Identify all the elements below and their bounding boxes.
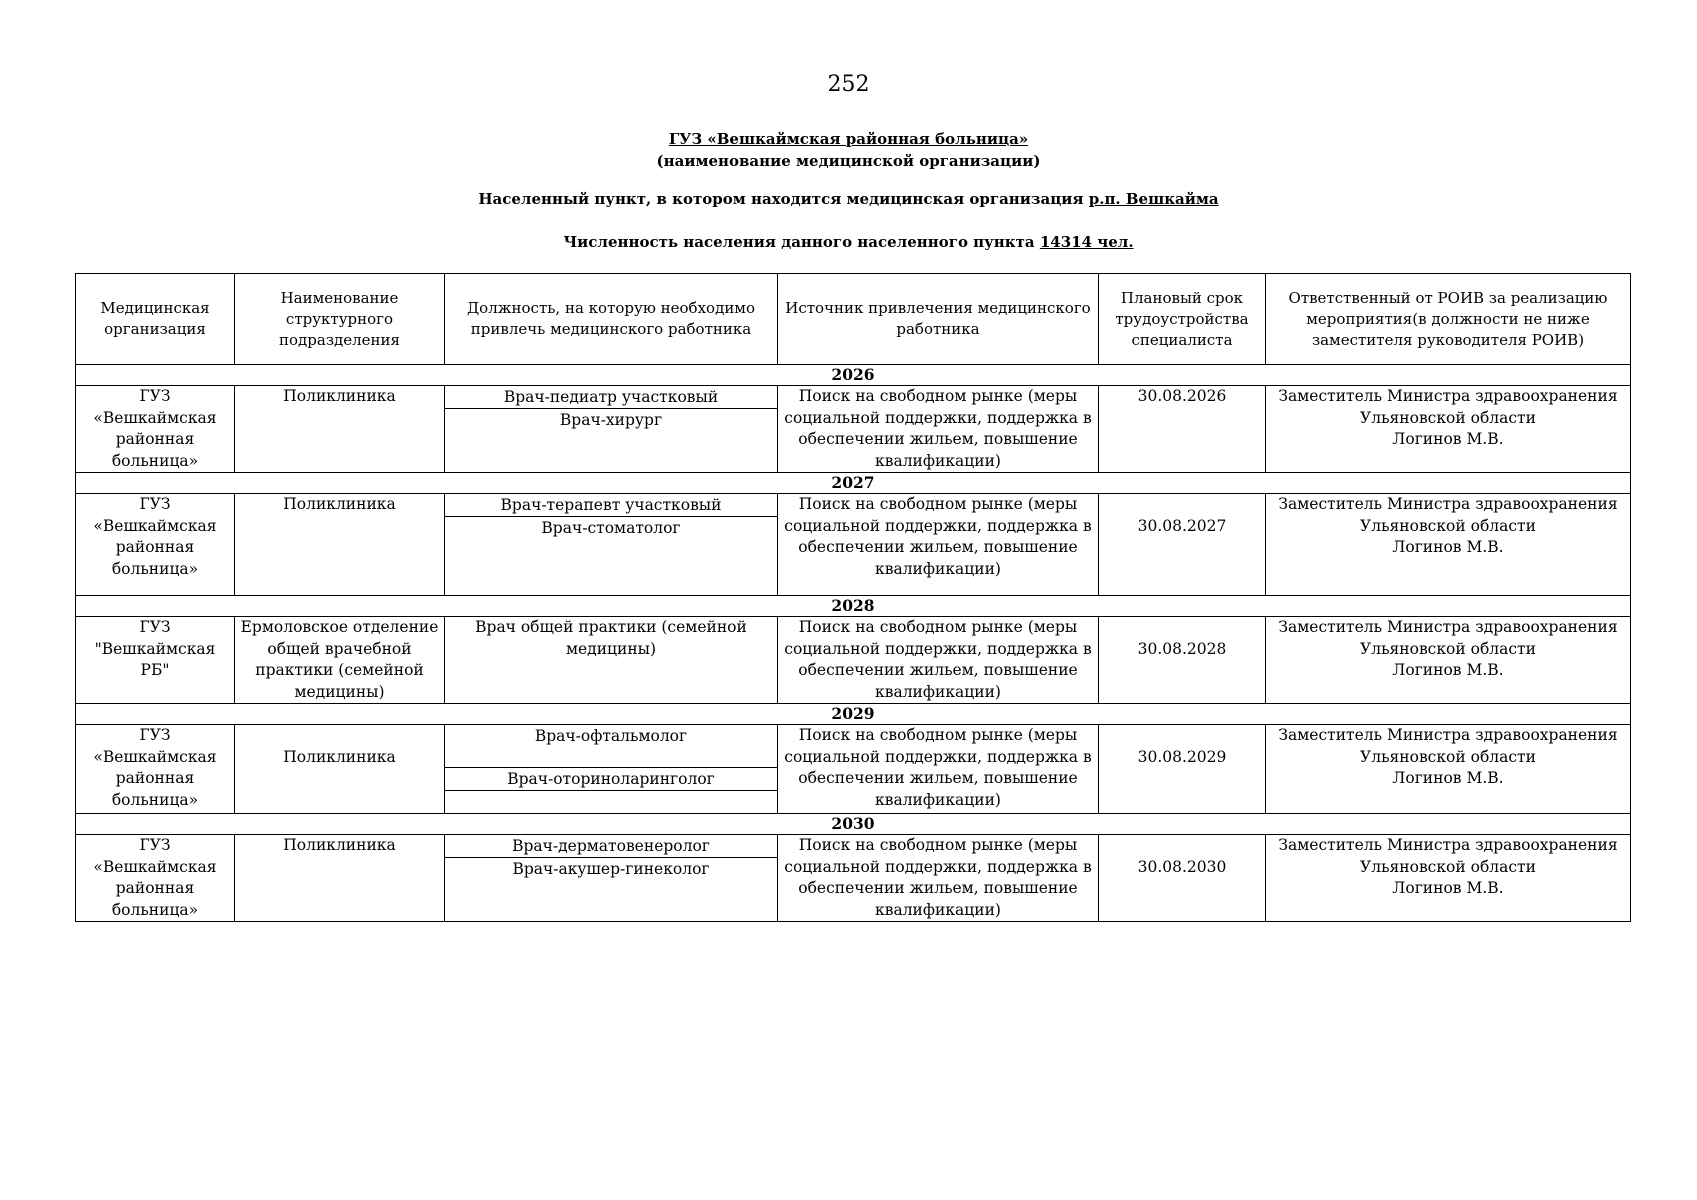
year-label: 2028 xyxy=(76,596,1631,617)
responsible-title: Заместитель Министра здравоохранения xyxy=(1278,495,1618,513)
responsible-title: Заместитель Министра здравоохранения xyxy=(1278,836,1618,854)
position-cell xyxy=(445,494,778,596)
locality-label: Населенный пункт, в котором находится медицинская организация xyxy=(478,190,1084,208)
year-label: 2026 xyxy=(76,365,1631,386)
division-cell xyxy=(235,725,445,814)
year-row-2028 xyxy=(76,596,1631,617)
responsible-title: Заместитель Министра здравоохранения xyxy=(1278,618,1618,636)
population-line xyxy=(0,233,1697,251)
responsible-cell xyxy=(1266,725,1631,814)
column-header-division: Наименование структурного подразделения xyxy=(235,274,445,365)
responsible-person: Логинов М.В. xyxy=(1392,661,1504,679)
deadline-cell: 30.08.2026 xyxy=(1099,386,1266,473)
organization-name: ГУЗ «Вешкаймская районная больница» xyxy=(668,130,1029,148)
population-value: 14314 чел. xyxy=(1039,233,1134,251)
position-item: Врач-стоматолог xyxy=(541,519,681,537)
deadline-value: 30.08.2028 xyxy=(1137,640,1227,658)
source-cell: Поиск на свободном рынке (меры социальной поддержки, поддержка в обеспечении жильем, повышение квалификации) xyxy=(778,386,1099,473)
year-label: 2029 xyxy=(76,704,1631,725)
position-item: Врач-хирург xyxy=(559,411,663,429)
responsible-person: Логинов М.В. xyxy=(1392,879,1504,897)
year-row-2027 xyxy=(76,473,1631,494)
division-cell: Ермоловское отделение общей врачебной практики (семейной медицины) xyxy=(235,617,445,704)
responsible-person: Логинов М.В. xyxy=(1392,538,1504,556)
column-header-organization: Медицинская организация xyxy=(76,274,235,365)
deadline-cell xyxy=(1099,617,1266,704)
column-header-responsible: Ответственный от РОИВ за реализацию мероприятия(в должности не ниже заместителя руководителя РОИВ) xyxy=(1266,274,1631,365)
organization-cell: ГУЗ «Вешкаймская районная больница» xyxy=(76,835,235,922)
table-header-row xyxy=(76,274,1631,365)
position-cell xyxy=(445,725,778,814)
table-row xyxy=(76,835,1631,922)
responsible-region: Ульяновской области xyxy=(1360,408,1536,427)
responsible-person: Логинов М.В. xyxy=(1392,430,1504,448)
organization-cell: ГУЗ "Вешкаймская РБ" xyxy=(76,617,235,704)
responsible-region: Ульяновской области xyxy=(1360,747,1536,766)
position-cell xyxy=(445,835,778,922)
responsible-cell xyxy=(1266,835,1631,922)
year-label: 2027 xyxy=(76,473,1631,494)
source-cell: Поиск на свободном рынке (меры социальной поддержки, поддержка в обеспечении жильем, повышение квалификации) xyxy=(778,835,1099,922)
division-cell: Поликлиника xyxy=(235,386,445,473)
position-item: Врач-оториноларинголог xyxy=(445,768,777,791)
responsible-title: Заместитель Министра здравоохранения xyxy=(1278,726,1618,744)
responsible-cell xyxy=(1266,617,1631,704)
deadline-cell xyxy=(1099,725,1266,814)
division-cell: Поликлиника xyxy=(235,494,445,596)
year-row-2029 xyxy=(76,704,1631,725)
population-label: Численность населения данного населенного пункта xyxy=(563,233,1035,251)
responsible-person: Логинов М.В. xyxy=(1392,769,1504,787)
division-cell: Поликлиника xyxy=(235,835,445,922)
deadline-value: 30.08.2027 xyxy=(1137,517,1227,535)
position-item: Врач-офтальмолог xyxy=(445,725,777,768)
deadline-value: 30.08.2029 xyxy=(1137,748,1227,766)
responsible-region: Ульяновской области xyxy=(1360,857,1536,876)
column-header-deadline: Плановый срок трудоустройства специалиста xyxy=(1099,274,1266,365)
year-row-2030 xyxy=(76,814,1631,835)
position-cell: Врач общей практики (семейной медицины) xyxy=(445,617,778,704)
staffing-plan-table xyxy=(75,273,1631,922)
position-item: Врач-дерматовенеролог xyxy=(445,835,777,858)
source-cell: Поиск на свободном рынке (меры социальной поддержки, поддержка в обеспечении жильем, повышение квалификации) xyxy=(778,494,1099,596)
page-number: 252 xyxy=(827,72,870,97)
organization-cell: ГУЗ «Вешкаймская районная больница» xyxy=(76,494,235,596)
responsible-cell xyxy=(1266,494,1631,596)
division-value: Поликлиника xyxy=(283,748,396,766)
locality-value: р.п. Вешкайма xyxy=(1088,190,1219,208)
table-row xyxy=(76,494,1631,596)
table-row xyxy=(76,386,1631,473)
position-item: Врач-терапевт участковый xyxy=(445,494,777,517)
document-title xyxy=(0,128,1697,172)
deadline-cell xyxy=(1099,835,1266,922)
source-cell: Поиск на свободном рынке (меры социальной поддержки, поддержка в обеспечении жильем, повышение квалификации) xyxy=(778,725,1099,814)
table-row xyxy=(76,725,1631,814)
locality-line xyxy=(0,190,1697,208)
column-header-source: Источник привлечения медицинского работника xyxy=(778,274,1099,365)
responsible-cell xyxy=(1266,386,1631,473)
responsible-region: Ульяновской области xyxy=(1360,639,1536,658)
source-cell: Поиск на свободном рынке (меры социальной поддержки, поддержка в обеспечении жильем, повышение квалификации) xyxy=(778,617,1099,704)
organization-caption: (наименование медицинской организации) xyxy=(656,152,1041,170)
responsible-title: Заместитель Министра здравоохранения xyxy=(1278,387,1618,405)
column-header-position: Должность, на которую необходимо привлечь медицинского работника xyxy=(445,274,778,365)
position-item: Врач-педиатр участковый xyxy=(445,386,777,409)
table-row xyxy=(76,617,1631,704)
organization-cell: ГУЗ «Вешкаймская районная больница» xyxy=(76,725,235,814)
year-row-2026 xyxy=(76,365,1631,386)
position-item: Врач-акушер-гинеколог xyxy=(512,860,710,878)
deadline-value: 30.08.2030 xyxy=(1137,858,1227,876)
responsible-region: Ульяновской области xyxy=(1360,516,1536,535)
position-item xyxy=(445,791,777,813)
organization-cell: ГУЗ «Вешкаймская районная больница» xyxy=(76,386,235,473)
deadline-cell xyxy=(1099,494,1266,596)
position-cell xyxy=(445,386,778,473)
year-label: 2030 xyxy=(76,814,1631,835)
